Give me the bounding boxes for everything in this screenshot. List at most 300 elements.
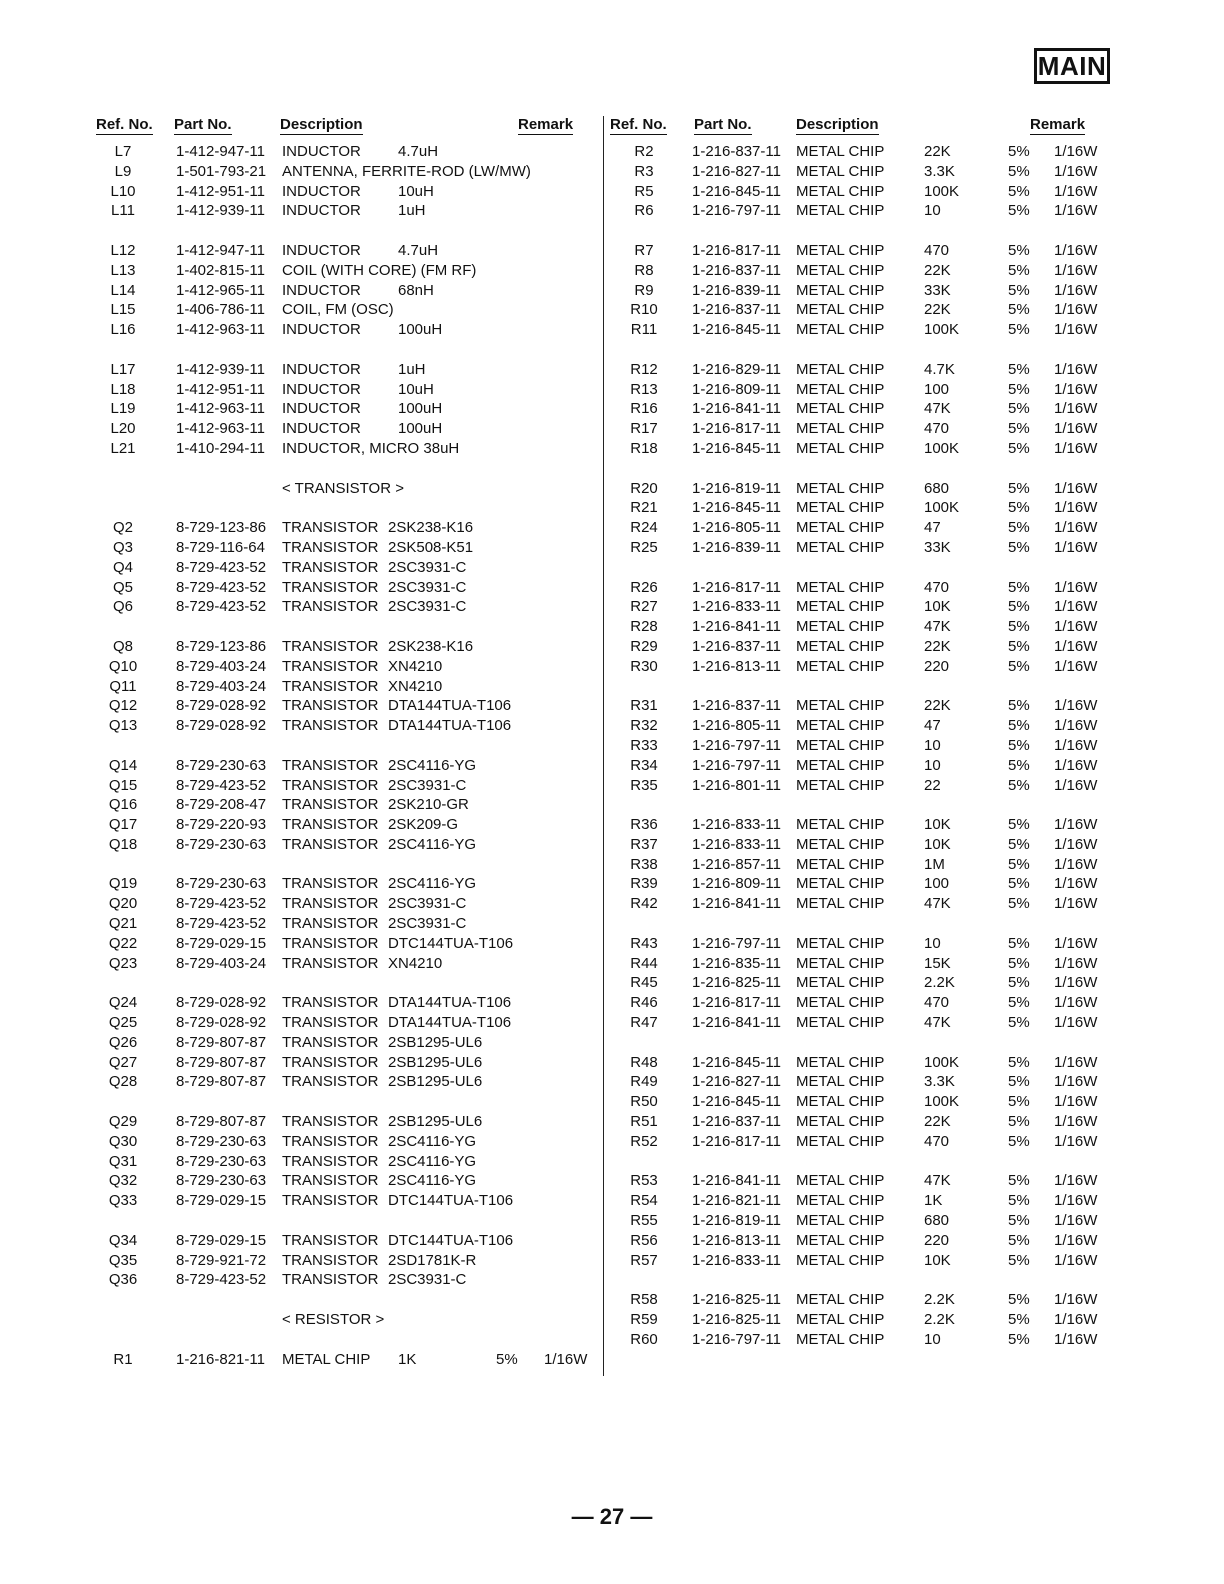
part-row xyxy=(92,1191,592,1211)
tolerance: 5% xyxy=(1008,1291,1030,1309)
ref-no: Q2 xyxy=(112,519,133,537)
value: 2SC4116-YG xyxy=(388,875,477,893)
tolerance: 5% xyxy=(1008,519,1030,537)
value: DTC144TUA-T106 xyxy=(388,1231,514,1249)
value: 15K xyxy=(924,954,951,972)
wattage: 1/16W xyxy=(1054,1172,1098,1190)
part-no: 1-216-809-11 xyxy=(692,875,781,893)
value: 47 xyxy=(924,717,941,735)
part-no: 1-216-845-11 xyxy=(692,1053,781,1071)
part-row xyxy=(92,1112,592,1132)
wattage: 1/16W xyxy=(544,1350,588,1368)
part-no: 1-216-827-11 xyxy=(692,162,781,180)
description: METAL CHIP xyxy=(796,1172,885,1190)
remark-header: Remark xyxy=(518,116,574,133)
part-row xyxy=(92,1350,592,1370)
description: TRANSISTOR xyxy=(282,1152,379,1170)
part-row xyxy=(608,815,1114,835)
ref-no: L9 xyxy=(114,162,132,180)
wattage: 1/16W xyxy=(1054,895,1098,913)
wattage: 1/16W xyxy=(1054,1251,1098,1269)
description: INDUCTOR xyxy=(282,420,361,438)
part-row xyxy=(608,1112,1114,1132)
part-row xyxy=(92,142,592,162)
wattage: 1/16W xyxy=(1054,697,1098,715)
value: 10uH xyxy=(398,380,434,398)
ref-no: Q20 xyxy=(108,895,138,913)
part-no: 1-410-294-11 xyxy=(176,439,265,457)
part-row xyxy=(608,498,1114,518)
row-gap xyxy=(608,1270,1114,1290)
wattage: 1/16W xyxy=(1054,360,1098,378)
value: 47K xyxy=(924,895,951,913)
tolerance: 5% xyxy=(1008,1192,1030,1210)
ref-no: Q29 xyxy=(108,1113,138,1131)
part-no: 1-216-805-11 xyxy=(692,717,781,735)
tolerance: 5% xyxy=(1008,1073,1030,1091)
part-no: 1-216-819-11 xyxy=(692,479,781,497)
part-row xyxy=(608,300,1114,320)
tolerance: 5% xyxy=(1008,994,1030,1012)
ref-no: R35 xyxy=(630,776,658,794)
wattage: 1/16W xyxy=(1054,519,1098,537)
value: 4.7uH xyxy=(398,241,439,259)
tolerance: 5% xyxy=(1008,1311,1030,1329)
description: METAL CHIP xyxy=(796,717,885,735)
value: 100K xyxy=(924,1093,960,1111)
part-no: 8-729-423-52 xyxy=(176,895,267,913)
part-no: 1-216-813-11 xyxy=(692,1231,781,1249)
part-no: 1-216-821-11 xyxy=(692,1192,781,1210)
tolerance: 5% xyxy=(1008,1212,1030,1230)
part-no: 8-729-028-92 xyxy=(176,994,267,1012)
tolerance: 5% xyxy=(1008,499,1030,517)
tolerance: 5% xyxy=(1008,637,1030,655)
tolerance: 5% xyxy=(1008,182,1030,200)
ref-no: Q25 xyxy=(108,1014,138,1032)
part-no: 8-729-208-47 xyxy=(176,796,267,814)
ref-no: Q26 xyxy=(108,1033,138,1051)
part-row xyxy=(92,300,592,320)
description: TRANSISTOR xyxy=(282,1271,379,1289)
description: TRANSISTOR xyxy=(282,1033,379,1051)
description: TRANSISTOR xyxy=(282,1132,379,1150)
wattage: 1/16W xyxy=(1054,618,1098,636)
value: 2SB1295-UL6 xyxy=(388,1073,483,1091)
ref-no: L15 xyxy=(110,301,136,319)
description: INDUCTOR xyxy=(282,360,361,378)
part-row xyxy=(608,1290,1114,1310)
value: 22K xyxy=(924,697,951,715)
tolerance: 5% xyxy=(1008,954,1030,972)
part-no: 1-216-833-11 xyxy=(692,598,781,616)
value: 100uH xyxy=(398,321,443,339)
ref-no: R59 xyxy=(630,1311,658,1329)
ref-no: R60 xyxy=(630,1330,658,1348)
part-no-header: Part No. xyxy=(694,116,752,133)
description-header: Description xyxy=(796,116,879,133)
tolerance: 5% xyxy=(1008,578,1030,596)
description: METAL CHIP xyxy=(796,1212,885,1230)
value: 10K xyxy=(924,598,951,616)
description: INDUCTOR xyxy=(282,281,361,299)
part-row xyxy=(92,1152,592,1172)
right-parts-column xyxy=(608,112,1114,1350)
part-row xyxy=(92,1231,592,1251)
part-no: 1-216-837-11 xyxy=(692,301,781,319)
value: 2SC3931-C xyxy=(388,558,467,576)
description: TRANSISTOR xyxy=(282,796,379,814)
value: 2SC4116-YG xyxy=(388,1132,477,1150)
ref-no: L20 xyxy=(110,420,136,438)
part-row xyxy=(92,1033,592,1053)
ref-no: L13 xyxy=(110,261,136,279)
tolerance: 5% xyxy=(1008,816,1030,834)
description: TRANSISTOR xyxy=(282,677,379,695)
value: 2SB1295-UL6 xyxy=(388,1053,483,1071)
value: 100K xyxy=(924,321,960,339)
part-no: 1-406-786-11 xyxy=(176,301,265,319)
value: 100uH xyxy=(398,400,443,418)
part-no: 1-216-845-11 xyxy=(692,182,781,200)
part-no: 1-216-813-11 xyxy=(692,657,781,675)
description: TRANSISTOR xyxy=(282,519,379,537)
description: METAL CHIP xyxy=(796,143,885,160)
part-row xyxy=(92,795,592,815)
ref-no: R38 xyxy=(630,855,658,873)
wattage: 1/16W xyxy=(1054,1192,1098,1210)
description: TRANSISTOR xyxy=(282,895,379,913)
part-row xyxy=(92,677,592,697)
ref-no: L16 xyxy=(110,321,136,339)
description: TRANSISTOR xyxy=(282,954,379,972)
description: METAL CHIP xyxy=(796,400,885,418)
description: METAL CHIP xyxy=(796,1053,885,1071)
tolerance: 5% xyxy=(1008,855,1030,873)
description: METAL CHIP xyxy=(796,439,885,457)
wattage: 1/16W xyxy=(1054,321,1098,339)
wattage: 1/16W xyxy=(1054,875,1098,893)
left-parts-list xyxy=(92,142,592,1369)
ref-no: R21 xyxy=(630,499,658,517)
part-no: 8-729-921-72 xyxy=(176,1251,267,1269)
part-row xyxy=(608,1053,1114,1073)
ref-no: Q32 xyxy=(108,1172,138,1190)
wattage: 1/16W xyxy=(1054,1014,1098,1032)
row-gap xyxy=(608,677,1114,697)
wattage: 1/16W xyxy=(1054,756,1098,774)
value: 2SC3931-C xyxy=(388,598,467,616)
tolerance: 5% xyxy=(1008,895,1030,913)
ref-no: R29 xyxy=(630,637,658,655)
description: METAL CHIP xyxy=(796,1014,885,1032)
part-no: 1-216-825-11 xyxy=(692,1291,781,1309)
wattage: 1/16W xyxy=(1054,657,1098,675)
description: TRANSISTOR xyxy=(282,1113,379,1131)
part-no: 1-216-845-11 xyxy=(692,439,781,457)
part-row xyxy=(92,182,592,202)
part-no: 1-412-947-11 xyxy=(176,143,265,160)
part-no: 8-729-807-87 xyxy=(176,1113,267,1131)
tolerance: 5% xyxy=(1008,1113,1030,1131)
value: 2SB1295-UL6 xyxy=(388,1033,483,1051)
wattage: 1/16W xyxy=(1054,994,1098,1012)
value: 10uH xyxy=(398,182,434,200)
wattage: 1/16W xyxy=(1054,281,1098,299)
part-row xyxy=(608,716,1114,736)
left-table-header xyxy=(92,112,592,142)
part-no: 1-216-845-11 xyxy=(692,321,781,339)
tolerance: 5% xyxy=(1008,736,1030,754)
part-row xyxy=(92,281,592,301)
value: 2SC3931-C xyxy=(388,578,467,596)
part-no: 1-216-857-11 xyxy=(692,855,781,873)
description: TRANSISTOR xyxy=(282,934,379,952)
tolerance: 5% xyxy=(1008,697,1030,715)
description: METAL CHIP xyxy=(796,1330,885,1348)
row-gap xyxy=(608,795,1114,815)
ref-no: R6 xyxy=(634,202,654,220)
ref-no: R49 xyxy=(630,1073,658,1091)
value: 2SK210-GR xyxy=(388,796,469,814)
value: 1K xyxy=(924,1192,943,1210)
part-row xyxy=(92,518,592,538)
ref-no: R37 xyxy=(630,835,658,853)
description: INDUCTOR xyxy=(282,202,361,220)
description: ANTENNA, FERRITE-ROD (LW/MW) xyxy=(282,162,531,180)
description: METAL CHIP xyxy=(796,637,885,655)
tolerance: 5% xyxy=(1008,1132,1030,1150)
section-badge-main: MAIN xyxy=(1034,48,1110,84)
ref-no: Q15 xyxy=(108,776,138,794)
value: 2.2K xyxy=(924,974,955,992)
part-no: 1-216-817-11 xyxy=(692,241,781,259)
ref-no: R54 xyxy=(630,1192,658,1210)
wattage: 1/16W xyxy=(1054,499,1098,517)
value: 470 xyxy=(924,1132,950,1150)
tolerance: 5% xyxy=(1008,1330,1030,1348)
part-row xyxy=(608,201,1114,221)
ref-no: R34 xyxy=(630,756,658,774)
wattage: 1/16W xyxy=(1054,439,1098,457)
part-row xyxy=(92,419,592,439)
value: 22K xyxy=(924,1113,951,1131)
part-no: 1-216-797-11 xyxy=(692,736,781,754)
value: 100 xyxy=(924,380,950,398)
row-gap xyxy=(92,1211,592,1231)
tolerance: 5% xyxy=(1008,1231,1030,1249)
part-no: 8-729-230-63 xyxy=(176,835,267,853)
part-row xyxy=(608,637,1114,657)
part-no: 8-729-123-86 xyxy=(176,637,267,655)
row-gap xyxy=(92,221,592,241)
value: 220 xyxy=(924,1231,950,1249)
part-no: 1-216-809-11 xyxy=(692,380,781,398)
ref-no: R43 xyxy=(630,934,658,952)
ref-no: R46 xyxy=(630,994,658,1012)
row-gap xyxy=(92,459,592,479)
part-row xyxy=(92,894,592,914)
part-row xyxy=(92,657,592,677)
description: METAL CHIP xyxy=(796,1132,885,1150)
ref-no: R30 xyxy=(630,657,658,675)
part-no: 8-729-423-52 xyxy=(176,598,267,616)
value: 2SC3931-C xyxy=(388,915,467,933)
part-row xyxy=(608,776,1114,796)
value: 10K xyxy=(924,1251,951,1269)
description: TRANSISTOR xyxy=(282,1172,379,1190)
row-gap xyxy=(608,1152,1114,1172)
part-no: 1-216-841-11 xyxy=(692,618,781,636)
value: DTC144TUA-T106 xyxy=(388,1192,514,1210)
ref-no-header: Ref. No. xyxy=(96,116,153,133)
ref-no: Q17 xyxy=(108,816,138,834)
part-row xyxy=(608,736,1114,756)
part-no: 8-729-029-15 xyxy=(176,934,267,952)
description: METAL CHIP xyxy=(796,182,885,200)
value: 470 xyxy=(924,420,950,438)
part-row xyxy=(608,1310,1114,1330)
ref-no: R32 xyxy=(630,717,658,735)
part-row xyxy=(608,657,1114,677)
tolerance: 5% xyxy=(1008,1093,1030,1111)
part-no: 8-729-220-93 xyxy=(176,816,267,834)
value: 33K xyxy=(924,538,951,556)
value: XN4210 xyxy=(388,954,443,972)
ref-no: R42 xyxy=(630,895,658,913)
value: 1uH xyxy=(398,202,426,220)
part-row xyxy=(608,1191,1114,1211)
value: 10K xyxy=(924,835,951,853)
value: 68nH xyxy=(398,281,434,299)
ref-no: Q28 xyxy=(108,1073,138,1091)
description: METAL CHIP xyxy=(796,202,885,220)
row-gap xyxy=(92,1092,592,1112)
wattage: 1/16W xyxy=(1054,538,1098,556)
value: 470 xyxy=(924,241,950,259)
part-row xyxy=(92,1013,592,1033)
ref-no: Q14 xyxy=(108,756,138,774)
description: METAL CHIP xyxy=(796,1291,885,1309)
ref-no: L21 xyxy=(110,439,136,457)
ref-no: Q16 xyxy=(108,796,138,814)
part-no: 1-216-837-11 xyxy=(692,637,781,655)
ref-no: L18 xyxy=(110,380,136,398)
part-row xyxy=(92,320,592,340)
tolerance: 5% xyxy=(1008,202,1030,220)
part-row xyxy=(92,1072,592,1092)
description: METAL CHIP xyxy=(796,1192,885,1210)
part-no: 8-729-029-15 xyxy=(176,1231,267,1249)
part-row xyxy=(608,1132,1114,1152)
description: TRANSISTOR xyxy=(282,697,379,715)
part-no: 1-216-817-11 xyxy=(692,420,781,438)
part-no-header: Part No. xyxy=(174,116,232,133)
part-row xyxy=(608,281,1114,301)
tolerance: 5% xyxy=(1008,1251,1030,1269)
description: INDUCTOR xyxy=(282,321,361,339)
part-no: 1-216-817-11 xyxy=(692,1132,781,1150)
row-gap xyxy=(608,221,1114,241)
ref-no: Q35 xyxy=(108,1251,138,1269)
tolerance: 5% xyxy=(1008,1014,1030,1032)
wattage: 1/16W xyxy=(1054,420,1098,438)
part-row xyxy=(92,597,592,617)
part-no: 1-216-833-11 xyxy=(692,816,781,834)
part-row xyxy=(608,162,1114,182)
value: 10 xyxy=(924,756,941,774)
value: 47 xyxy=(924,519,941,537)
tolerance: 5% xyxy=(1008,538,1030,556)
value: 47K xyxy=(924,1172,951,1190)
part-no: 1-216-797-11 xyxy=(692,934,781,952)
part-no: 8-729-029-15 xyxy=(176,1192,267,1210)
wattage: 1/16W xyxy=(1054,162,1098,180)
part-no: 8-729-423-52 xyxy=(176,1271,267,1289)
value: 2SC4116-YG xyxy=(388,756,477,774)
part-no: 1-216-817-11 xyxy=(692,994,781,1012)
value: 22 xyxy=(924,776,941,794)
ref-no: R47 xyxy=(630,1014,658,1032)
part-row xyxy=(608,1211,1114,1231)
part-no: 1-216-839-11 xyxy=(692,281,781,299)
ref-no: R31 xyxy=(630,697,658,715)
part-row xyxy=(92,696,592,716)
ref-no: L7 xyxy=(114,143,132,160)
value: 3.3K xyxy=(924,1073,955,1091)
tolerance: 5% xyxy=(1008,420,1030,438)
description: INDUCTOR xyxy=(282,400,361,418)
ref-no: R28 xyxy=(630,618,658,636)
wattage: 1/16W xyxy=(1054,479,1098,497)
wattage: 1/16W xyxy=(1054,816,1098,834)
ref-no: L19 xyxy=(110,400,136,418)
part-row xyxy=(92,914,592,934)
row-gap xyxy=(608,558,1114,578)
description: TRANSISTOR xyxy=(282,776,379,794)
description: METAL CHIP xyxy=(796,736,885,754)
value: 2SC4116-YG xyxy=(388,835,477,853)
value: 4.7uH xyxy=(398,143,439,160)
tolerance: 5% xyxy=(1008,281,1030,299)
part-row xyxy=(92,241,592,261)
tolerance: 5% xyxy=(1008,974,1030,992)
part-no: 1-216-833-11 xyxy=(692,835,781,853)
ref-no: R33 xyxy=(630,736,658,754)
description: TRANSISTOR xyxy=(282,1251,379,1269)
description: METAL CHIP xyxy=(796,281,885,299)
tolerance: 5% xyxy=(1008,618,1030,636)
part-row xyxy=(608,360,1114,380)
part-no: 8-729-230-63 xyxy=(176,1152,267,1170)
value: 680 xyxy=(924,479,950,497)
description: METAL CHIP xyxy=(796,776,885,794)
part-no: 8-729-423-52 xyxy=(176,558,267,576)
description: TRANSISTOR xyxy=(282,1073,379,1091)
ref-no: Q21 xyxy=(108,915,138,933)
tolerance: 5% xyxy=(1008,241,1030,259)
part-row xyxy=(92,954,592,974)
value: 10 xyxy=(924,934,941,952)
value: 680 xyxy=(924,1212,950,1230)
value: 100K xyxy=(924,1053,960,1071)
row-gap xyxy=(92,736,592,756)
part-row xyxy=(92,776,592,796)
row-gap xyxy=(92,973,592,993)
description: METAL CHIP xyxy=(796,241,885,259)
ref-no: R9 xyxy=(634,281,654,299)
tolerance: 5% xyxy=(1008,439,1030,457)
